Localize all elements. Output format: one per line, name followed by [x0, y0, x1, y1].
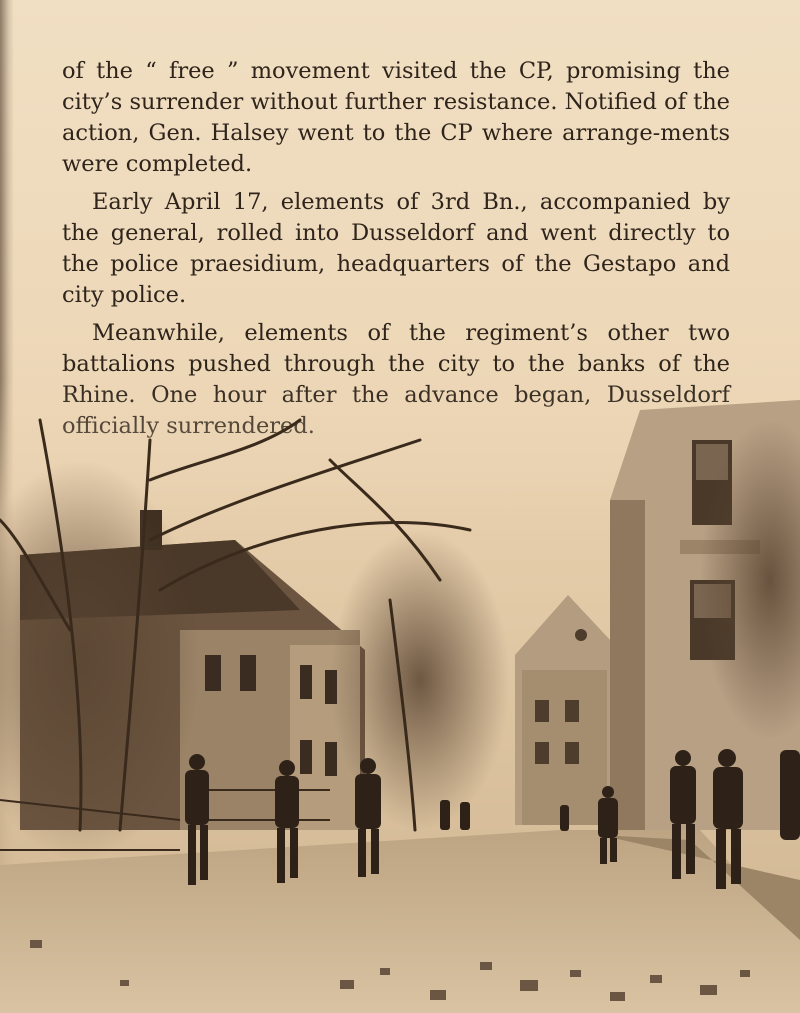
paragraph-1: of the “ free ” movement visited the CP, promising the city’s surrender without further resistance. Notified of the action, Gen. Halsey went to the CP where arrange-ments were completed.: [62, 58, 730, 177]
street-photograph: [0, 380, 800, 1013]
paragraph-2: Early April 17, elements of 3rd Bn., accompanied by the general, rolled into Dusseldorf and went directly to the police praesidium, headquarters of the Gestapo and city police.: [62, 189, 730, 308]
paragraph-3: Meanwhile, elements of the regiment’s other two battalions pushed through the city to the banks of the: [62, 320, 730, 377]
photo-illustration: [0, 380, 800, 1013]
